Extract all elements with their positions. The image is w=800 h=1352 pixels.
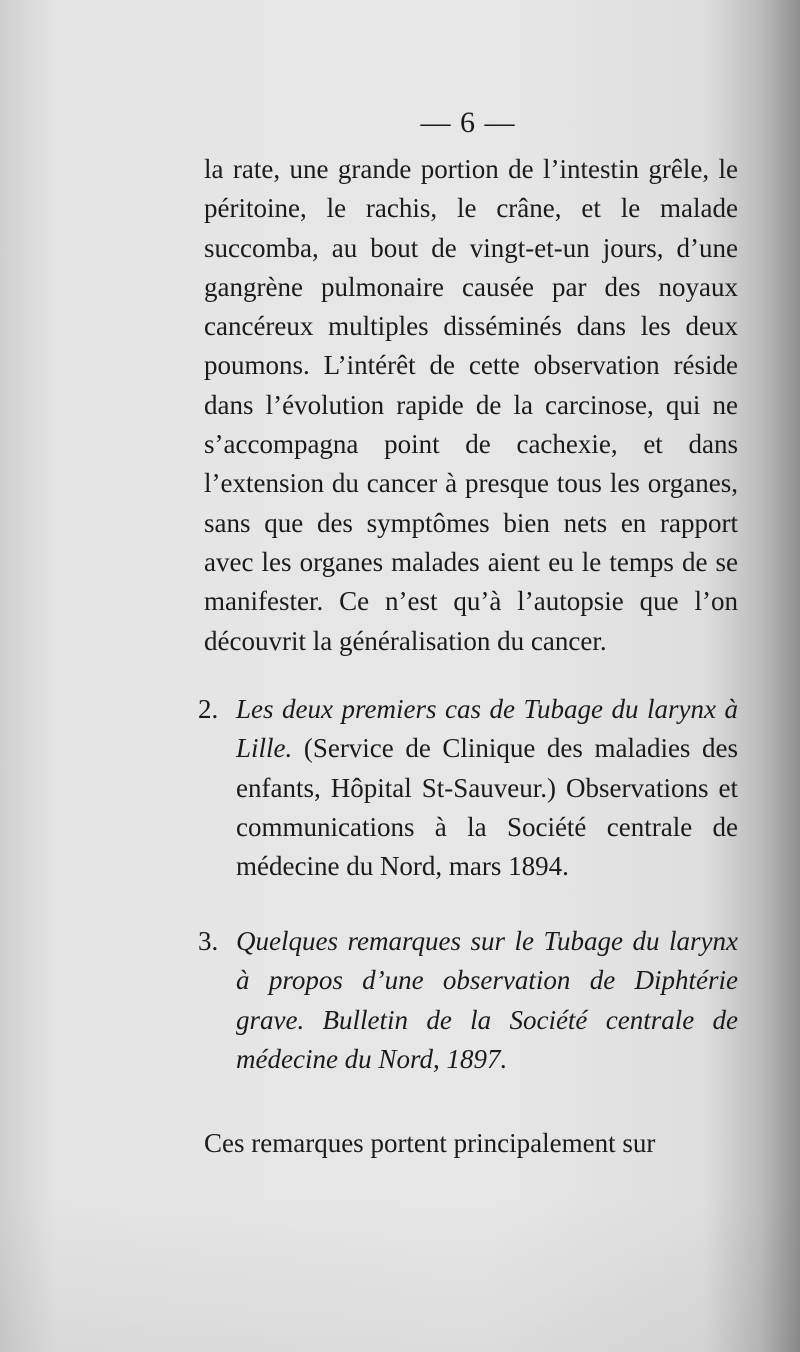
body-paragraph: la rate, une grande portion de l’intestin grêle, le péritoine, le rachis, le crâne, et le malade succomba, au bout de vingt-et-un jours, d’une gangrène pulmonaire causée par des noyaux cancéreux multiples disséminés dans les deux poumons. L’intérêt de cette observation réside dans l’évolution rapide de la carcinose, qui ne s’accompagna point de cachexie, et dans l’extension du cancer à presque tous les organes, sans que des symptômes bien nets en rapport avec les organes malades aient eu le temps de se manifester. Ce n’est qu’à l’autopsie que l’on découvrit la généralisation du cancer. [204,154,738,656]
body-paragraph: Ces remarques portent principalement sur [204,1128,656,1158]
entry-details: (Service de Clinique des maladies des enfants, Hôpital St-Sauveur.) Observations et communications à la Société centrale de médecine du Nord, mars 1894. [236,733,738,882]
bibliography-entry [198,922,738,1079]
entry-number: 3. [198,926,219,956]
page-number: — 6 — [420,106,516,139]
entry-number: 2. [198,694,219,724]
bibliography-entry [198,690,738,886]
entry-text [236,922,738,1079]
entry-text [236,690,738,886]
entry-title: Les deux premiers cas de Tubage du larynx à Lille. [236,694,738,764]
entry-title: Quelques remarques sur le Tubage du larynx à propos d’une observation de Diphtérie grave. Bulletin de la Société centrale de médecine du Nord, 1897. [236,926,738,1074]
